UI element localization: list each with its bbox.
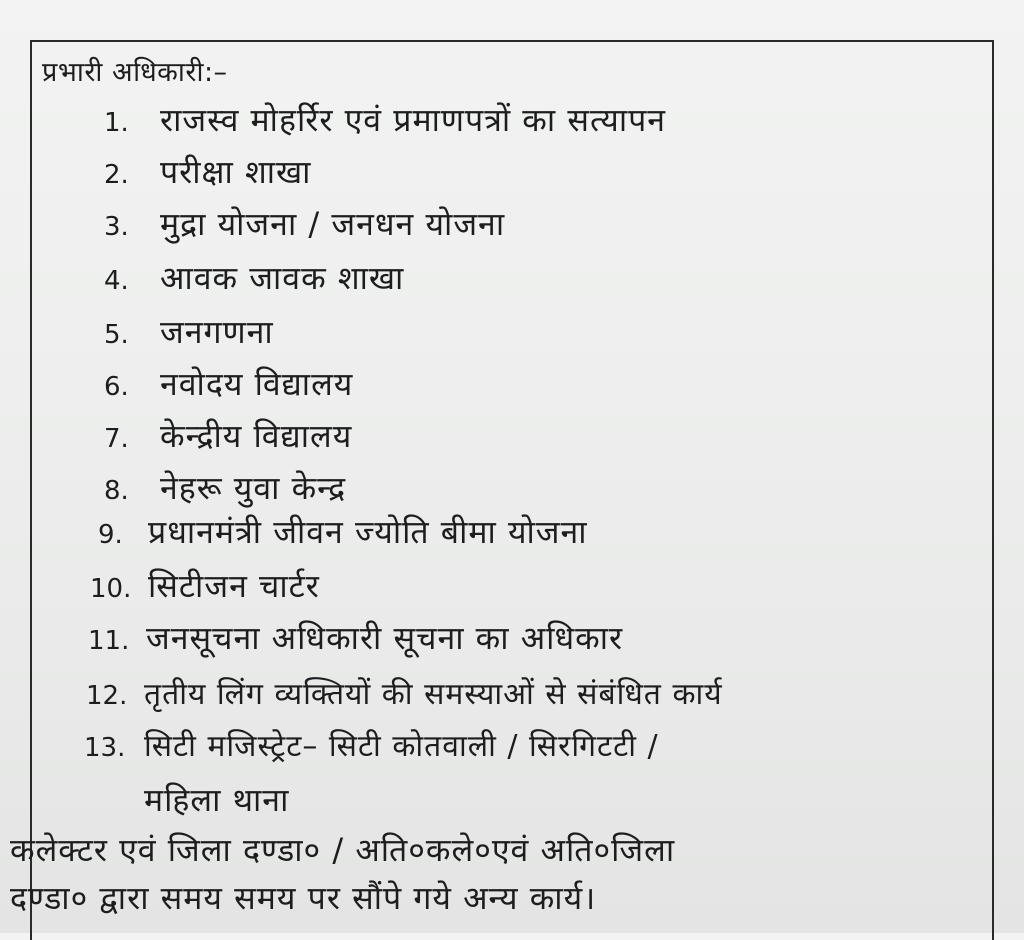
item-number: 12. (86, 681, 128, 711)
item-number: 6. (104, 372, 129, 402)
item-number: 8. (104, 476, 129, 506)
item-text: नेहरू युवा केन्द्र (160, 469, 347, 507)
item-number: 5. (104, 320, 129, 350)
item-text: प्रधानमंत्री जीवन ज्योति बीमा योजना (148, 513, 588, 551)
item-number: 2. (104, 160, 129, 190)
footer-line-1: कलेक्टर एवं जिला दण्डा० / अति०कले०एवं अति०जिला (10, 831, 676, 869)
item-text: जनगणना (160, 313, 274, 351)
item-number: 10. (90, 574, 132, 604)
item-text: सिटी मजिस्ट्रेट– सिटी कोतवाली / सिरगिटटी / (144, 729, 659, 764)
list-item-continuation (144, 778, 289, 821)
item-text: आवक जावक शाखा (160, 259, 405, 297)
list-item (104, 202, 505, 245)
list-item (104, 414, 352, 457)
list-item (88, 616, 623, 659)
item-number: 4. (104, 266, 129, 296)
list-item (86, 672, 723, 713)
item-number: 13. (84, 733, 126, 763)
list-item (84, 724, 659, 765)
item-text: परीक्षा शाखा (160, 153, 312, 191)
item-text: तृतीय लिंग व्यक्तियों की समस्याओं से संबंधित कार्य (144, 677, 723, 712)
item-number: 3. (104, 212, 129, 242)
item-text: महिला थाना (144, 781, 290, 819)
list-item (104, 256, 404, 299)
list-item (104, 466, 346, 509)
item-text: नवोदय विद्यालय (160, 365, 354, 403)
list-item (98, 510, 588, 553)
item-text: मुद्रा योजना / जनधन योजना (160, 205, 506, 243)
list-item (104, 310, 274, 353)
item-number: 1. (104, 108, 129, 138)
item-text: सिटीजन चार्टर (148, 567, 320, 605)
footer-line-2: दण्डा० द्वारा समय समय पर सौंपे गये अन्य कार्य। (10, 879, 597, 917)
list-item (104, 98, 666, 141)
item-number: 11. (88, 626, 130, 656)
heading: प्रभारी अधिकारी:– (42, 57, 228, 88)
item-number: 9. (98, 520, 123, 550)
item-text: केन्द्रीय विद्यालय (160, 417, 353, 455)
list-item (104, 362, 353, 405)
item-number: 7. (104, 424, 129, 454)
item-text: जनसूचना अधिकारी सूचना का अधिकार (146, 619, 624, 657)
list-item (104, 150, 311, 193)
item-text: राजस्व मोहर्रिर एवं प्रमाणपत्रों का सत्यापन (160, 101, 667, 139)
list-item (90, 564, 320, 607)
